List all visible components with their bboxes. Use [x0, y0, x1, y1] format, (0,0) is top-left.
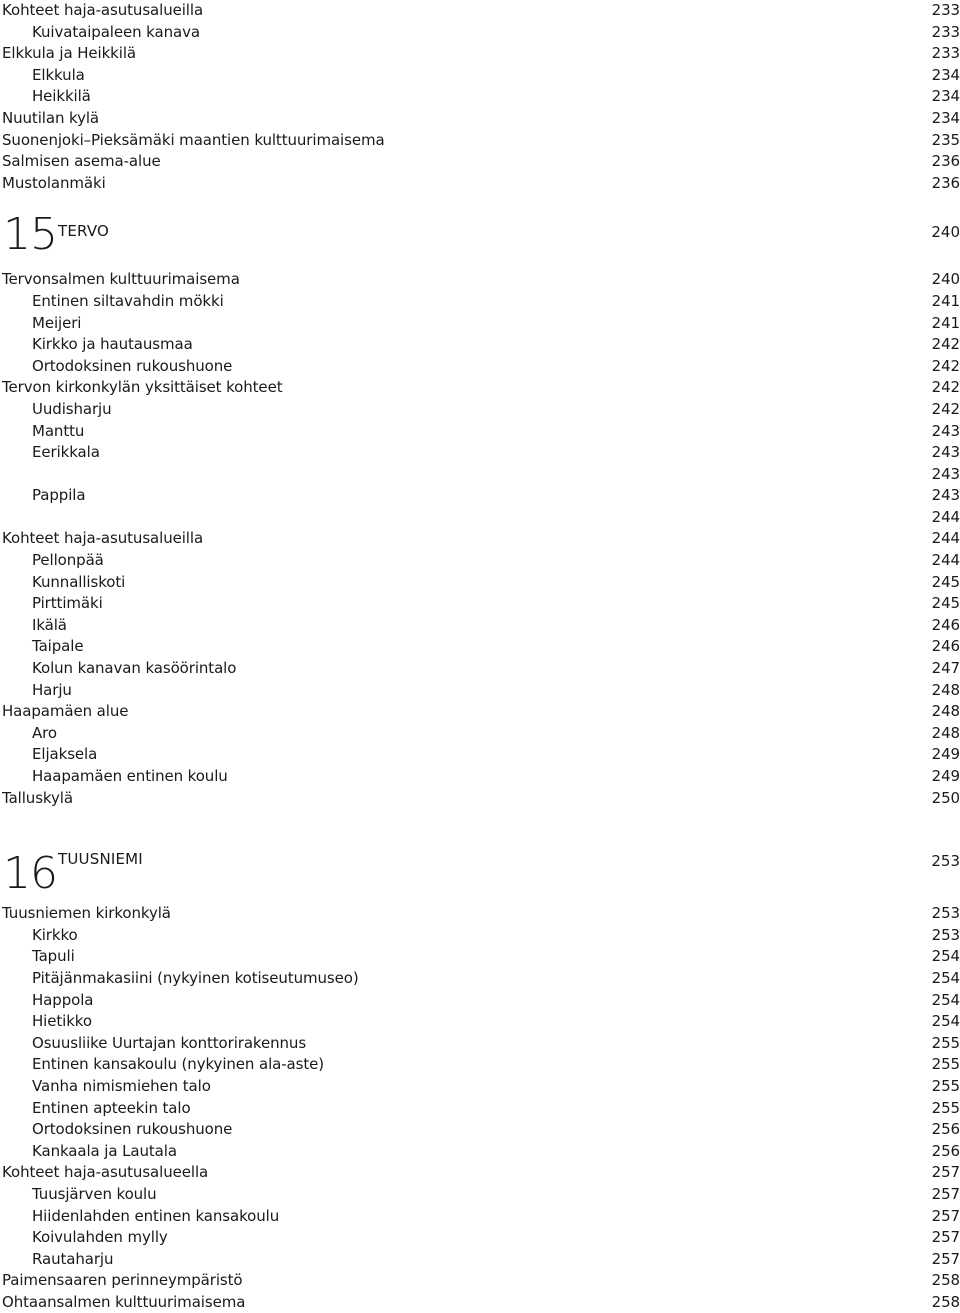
- toc-entry: [0, 680, 960, 702]
- toc-entry-title: Osuusliike Uurtajan konttorirakennus: [32, 1033, 307, 1052]
- toc-entry: [0, 22, 960, 44]
- toc-entry: [0, 65, 960, 87]
- toc-entry-page: 246: [931, 615, 960, 634]
- toc-entry: [0, 968, 960, 990]
- toc-entry: [0, 1162, 960, 1184]
- toc-entry-page: 247: [931, 659, 960, 678]
- toc-entry: [0, 1119, 960, 1141]
- toc-entry-page: 242: [931, 378, 960, 397]
- toc-entry-page: 244: [931, 529, 960, 548]
- toc-entry-page: 254: [931, 968, 960, 987]
- toc-entry: [0, 1141, 960, 1163]
- toc-entry-title: Nuutilan kylä: [2, 108, 100, 127]
- toc-entry: [0, 313, 960, 335]
- toc-entry-page: 245: [931, 594, 960, 613]
- toc-entry-title: Elkkula ja Heikkilä: [2, 44, 136, 63]
- toc-entry-page: 233: [931, 44, 960, 63]
- toc-entry-page: 242: [931, 356, 960, 375]
- toc-entry: [0, 528, 960, 550]
- toc-entry-title: Manttu: [32, 421, 85, 440]
- toc-entry-page: 245: [931, 572, 960, 591]
- toc-entry-page: 255: [931, 1098, 960, 1117]
- toc-entry: [0, 946, 960, 968]
- toc-entry: [0, 43, 960, 65]
- toc-entry-title: Aro: [32, 723, 57, 742]
- chapter-heading: [0, 209, 960, 276]
- toc-entry-page: 248: [931, 702, 960, 721]
- toc-entry-page: 240: [931, 270, 960, 289]
- toc-entry-page: 242: [931, 335, 960, 354]
- toc-entry-title: Tervonsalmen kulttuurimaisema: [2, 270, 240, 289]
- toc-entry-page: 243: [931, 486, 960, 505]
- toc-entry-page: 253: [931, 904, 960, 923]
- toc-entry: [0, 1184, 960, 1206]
- toc-entry-page: 234: [931, 65, 960, 84]
- toc-entry-title: Haapamäen entinen koulu: [32, 767, 228, 785]
- toc-entry-page: 241: [931, 313, 960, 332]
- toc-section: [0, 903, 960, 1313]
- toc-entry: [0, 421, 960, 443]
- toc-entry-page: 234: [931, 108, 960, 127]
- chapter-title: TERVO: [58, 222, 110, 241]
- toc-entry: [0, 86, 960, 108]
- toc-entry-page: 236: [931, 173, 960, 192]
- toc-entry-page: 241: [931, 291, 960, 310]
- toc-entry: [0, 1270, 960, 1292]
- toc-entry: [0, 399, 960, 421]
- toc-entry-title: Pitäjänmakasiini (nykyinen kotiseutumuseo): [32, 968, 359, 987]
- toc-entry: [0, 507, 960, 529]
- toc-entry-page: 233: [931, 1, 960, 19]
- toc-entry-title: Mustolanmäki: [2, 173, 106, 192]
- toc-entry-title: Haapamäen alue: [2, 702, 129, 721]
- toc-entry-title: Kirkko ja hautausmaa: [32, 335, 193, 354]
- toc-entry: [0, 788, 960, 810]
- chapter-number: 15: [3, 209, 57, 261]
- toc-entry-page: 254: [931, 1012, 960, 1031]
- toc-entry-page: 253: [931, 925, 960, 944]
- toc-entry: [0, 464, 960, 486]
- toc-entry-page: 234: [931, 87, 960, 106]
- toc-entry: [0, 291, 960, 313]
- chapter-heading: [0, 842, 960, 905]
- toc-entry-title: Entinen apteekin talo: [32, 1098, 191, 1117]
- toc-entry-title: Heikkilä: [32, 87, 91, 106]
- toc-entry-title: Kohteet haja-asutusalueilla: [2, 1, 204, 19]
- toc-entry: [0, 990, 960, 1012]
- toc-entry: [0, 485, 960, 507]
- toc-entry-title: Kirkko: [32, 925, 78, 944]
- toc-entry-title: Tuusniemen kirkonkylä: [2, 904, 171, 923]
- toc-entry-title: Entinen kansakoulu (nykyinen ala-aste): [32, 1055, 325, 1074]
- chapter-title: TUUSNIEMI: [58, 850, 143, 869]
- toc-entry-page: 249: [931, 745, 960, 764]
- toc-entry: [0, 925, 960, 947]
- toc-entry: [0, 1054, 960, 1076]
- toc-entry-page: 256: [931, 1141, 960, 1160]
- toc-entry: [0, 701, 960, 723]
- toc-entry-title: Ikälä: [32, 615, 67, 634]
- toc-entry-page: 255: [931, 1076, 960, 1095]
- toc-entry-page: 254: [931, 990, 960, 1009]
- toc-entry: [0, 615, 960, 637]
- toc-entry-title: Tuusjärven koulu: [32, 1184, 157, 1203]
- toc-entry: [0, 1098, 960, 1120]
- toc-entry-title: Meijeri: [32, 313, 82, 332]
- toc-entry: [0, 550, 960, 572]
- toc-entry-page: 258: [931, 1271, 960, 1290]
- toc-entry: [0, 723, 960, 745]
- toc-section: [0, 269, 960, 809]
- toc-entry-title: Kohteet haja-asutusalueilla: [2, 529, 204, 548]
- toc-entry: [0, 1033, 960, 1055]
- toc-entry-title: Entinen siltavahdin mökki: [32, 291, 224, 310]
- toc-entry-title: Pirttimäki: [32, 594, 103, 613]
- toc-entry: [0, 173, 960, 195]
- toc-entry-page: 242: [931, 399, 960, 418]
- toc-entry-page: 257: [931, 1206, 960, 1225]
- toc-entry-title: Ohtaansalmen kulttuurimaisema: [2, 1292, 246, 1311]
- toc-entry-page: 258: [931, 1292, 960, 1311]
- toc-entry-title: Talluskylä: [2, 788, 73, 807]
- toc-entry-title: Kankaala ja Lautala: [32, 1141, 177, 1160]
- toc-entry-title: Hiidenlahden entinen kansakoulu: [32, 1206, 280, 1225]
- toc-entry-title: Kolun kanavan kasöörintalo: [32, 659, 237, 678]
- toc-entry-page: 248: [931, 723, 960, 742]
- toc-entry-page: 235: [931, 130, 960, 149]
- toc-entry: [0, 903, 960, 925]
- toc-entry-title: Hietikko: [32, 1012, 92, 1031]
- toc-entry-title: Paimensaaren perinneympäristö: [2, 1271, 243, 1290]
- toc-entry-title: Eerikkala: [32, 443, 100, 462]
- toc-entry-title: Elkkula: [32, 65, 85, 84]
- toc-entry-page: 249: [931, 767, 960, 785]
- toc-entry: [0, 151, 960, 173]
- toc-entry: [0, 442, 960, 464]
- toc-entry-title: Salmisen asema-alue: [2, 152, 161, 171]
- toc-entry-title: Pappila: [32, 486, 86, 505]
- toc-entry-page: 248: [931, 680, 960, 699]
- chapter-page-number: 240: [931, 223, 960, 242]
- toc-entry: [0, 744, 960, 766]
- toc-entry-page: 246: [931, 637, 960, 656]
- toc-entry: [0, 658, 960, 680]
- toc-entry-page: 255: [931, 1033, 960, 1052]
- toc-entry-title: Pellonpää: [32, 551, 104, 570]
- toc-entry: [0, 130, 960, 152]
- toc-entry: [0, 356, 960, 378]
- toc-entry-page: 250: [931, 788, 960, 807]
- toc-entry-page: 243: [931, 421, 960, 440]
- toc-entry: [0, 766, 960, 788]
- toc-entry: [0, 334, 960, 356]
- toc-entry-title: Kuivataipaleen kanava: [32, 22, 200, 41]
- toc-entry-page: 233: [931, 22, 960, 41]
- toc-entry-page: 257: [931, 1163, 960, 1182]
- toc-entry-page: 257: [931, 1249, 960, 1268]
- toc-entry-title: Rautaharju: [32, 1249, 114, 1268]
- toc-entry: [0, 269, 960, 291]
- toc-entry-title: Ortodoksinen rukoushuone: [32, 1120, 233, 1139]
- toc-entry: [0, 1206, 960, 1228]
- toc-entry-title: Koivulahden mylly: [32, 1228, 168, 1247]
- toc-entry: [0, 636, 960, 658]
- toc-entry: [0, 593, 960, 615]
- chapter-number: 16: [3, 848, 57, 900]
- toc-entry-title: Tervon kirkonkylän yksittäiset kohteet: [2, 378, 283, 397]
- toc-entry-title: Ortodoksinen rukoushuone: [32, 356, 233, 375]
- toc-entry-page: 256: [931, 1120, 960, 1139]
- chapter-page-number: 253: [931, 852, 960, 871]
- toc-entry-title: Vanha nimismiehen talo: [32, 1076, 211, 1095]
- toc-entry: [0, 0, 960, 22]
- toc-entry-page: 243: [931, 443, 960, 462]
- toc-entry-page: 236: [931, 152, 960, 171]
- toc-entry-title: Eljaksela: [32, 745, 98, 764]
- toc-entry-page: 243: [931, 464, 960, 483]
- toc-entry: [0, 1292, 960, 1313]
- toc-entry-title: Uudisharju: [32, 399, 112, 418]
- toc-entry: [0, 1249, 960, 1271]
- toc-entry: [0, 377, 960, 399]
- toc-entry: [0, 1011, 960, 1033]
- toc-entry-title: Happola: [32, 990, 94, 1009]
- toc-entry: [0, 1227, 960, 1249]
- toc-entry-page: 254: [931, 947, 960, 966]
- toc-entry-page: 244: [931, 507, 960, 526]
- toc-entry: [0, 108, 960, 130]
- toc-entry-page: 255: [931, 1055, 960, 1074]
- toc-entry-title: Tapuli: [32, 947, 75, 966]
- toc-entry-title: Kunnalliskoti: [32, 572, 126, 591]
- toc-entry-title: Harju: [32, 680, 72, 699]
- toc-entry-page: 257: [931, 1228, 960, 1247]
- toc-entry: [0, 1076, 960, 1098]
- toc-entry-page: 244: [931, 551, 960, 570]
- toc-entry-title: Taipale: [32, 637, 84, 656]
- toc-entry-title: Kohteet haja-asutusalueella: [2, 1163, 209, 1182]
- toc-section: [0, 0, 960, 194]
- toc-entry-title: Suonenjoki–Pieksämäki maantien kulttuurimaisema: [2, 130, 385, 149]
- toc-entry: [0, 572, 960, 594]
- toc-entry-page: 257: [931, 1184, 960, 1203]
